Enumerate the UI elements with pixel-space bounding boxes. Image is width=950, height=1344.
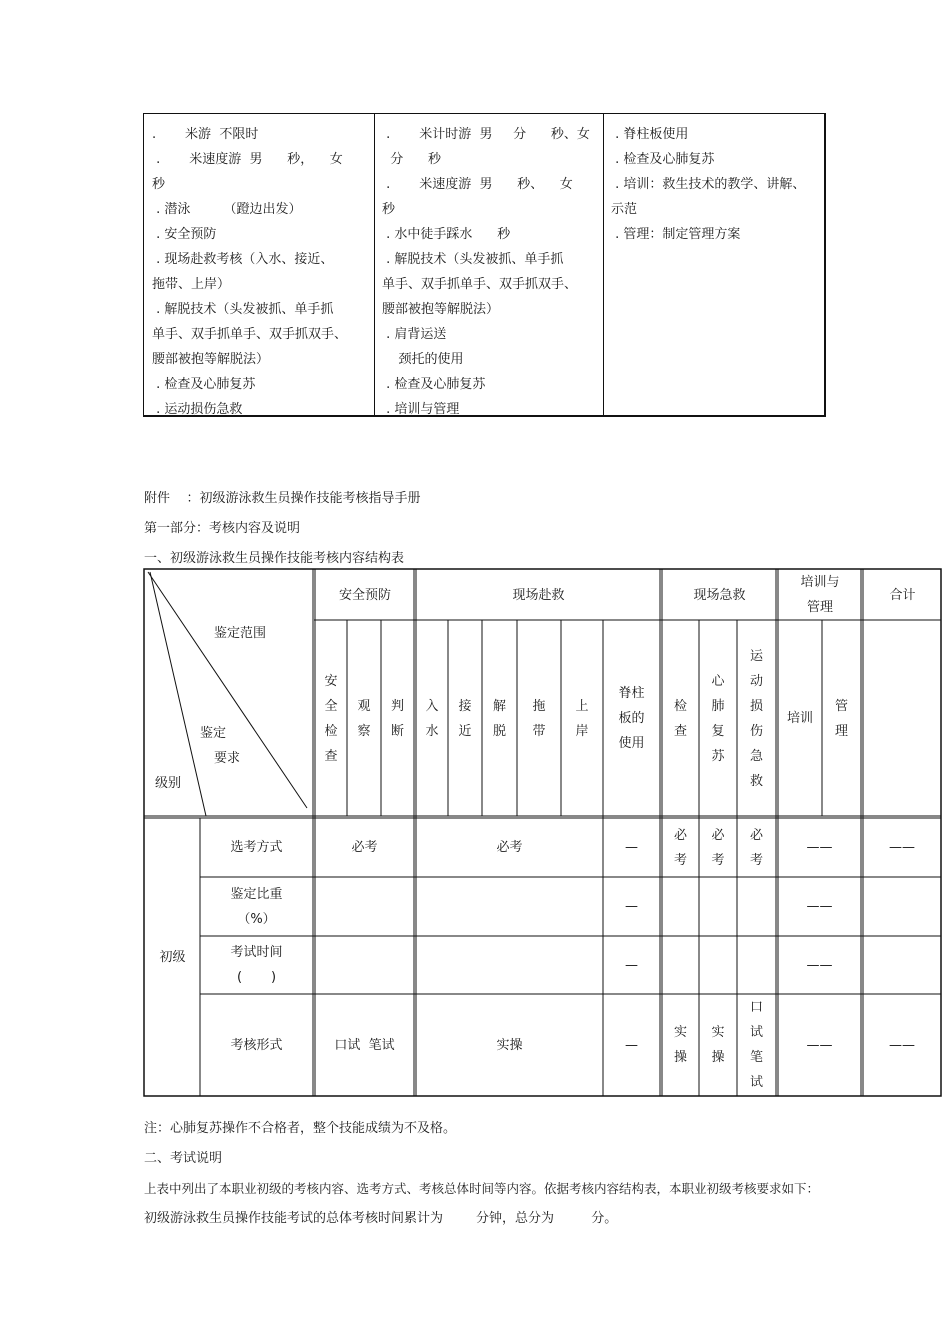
sub-enter-water [416, 621, 448, 816]
value-safety-form: 口试 笔试 [334, 1037, 395, 1053]
group-training-line: 培训与 [800, 575, 840, 590]
char: 操 [711, 1050, 725, 1065]
sub-escape [482, 621, 517, 816]
requirement-line: . 米游 不限时 [152, 127, 259, 142]
sub-training: 培训 [786, 711, 813, 726]
char: 急 [749, 748, 763, 764]
section-heading: 一、初级游泳救生员操作技能考核内容结构表 [144, 551, 405, 566]
char: 接 [458, 698, 472, 714]
char: 笔 [749, 1050, 763, 1065]
char: 运 [749, 648, 763, 664]
part-heading: 第一部分：考核内容及说明 [144, 521, 301, 536]
row-label-weight [200, 877, 313, 936]
value-spine-mode: — [625, 840, 638, 855]
char: 动 [749, 673, 763, 689]
char: 安 [324, 673, 338, 689]
char: 考 [673, 852, 687, 868]
char: 水 [425, 723, 439, 739]
char: 口 [749, 1000, 763, 1015]
text-line: ( ) [236, 970, 277, 985]
requirement-line: 示范 [611, 202, 638, 217]
requirement-line: . 脊柱板使用 [611, 127, 689, 142]
corner-requirement-label: 鉴定 [199, 725, 226, 741]
char: 管 [834, 698, 848, 714]
text-line: 板的 [618, 711, 645, 726]
column-divider [603, 114, 604, 415]
text-line: 考试时间 [230, 945, 283, 960]
corner-level-label: 级别 [154, 775, 181, 791]
requirement-line: . 米速度游 男 秒， 女 [152, 152, 343, 167]
char: 复 [711, 723, 725, 739]
requirement-line: . 管理：制定管理方案 [611, 227, 741, 242]
value-total-form: —— [889, 1037, 915, 1053]
sub-safety-check [315, 621, 347, 816]
requirement-line: . 解脱技术（头发被抓、单手抓 [382, 252, 564, 267]
requirements-column-2 [382, 122, 602, 422]
char: 实 [673, 1025, 687, 1040]
column-divider [374, 114, 375, 415]
char: 救 [749, 773, 763, 789]
value-total-mode: —— [889, 840, 915, 855]
sub-spine-board [603, 621, 660, 816]
char: 必 [673, 827, 687, 843]
value-check-form [662, 994, 699, 1096]
char: 理 [834, 723, 848, 739]
requirement-line: 颈托的使用 [382, 352, 464, 367]
char: 考 [749, 852, 763, 868]
char: 判 [390, 698, 404, 714]
row-label-time [200, 936, 313, 994]
requirements-table [143, 113, 826, 417]
requirement-line: . 潜泳 （蹬边出发） [152, 202, 302, 217]
requirement-line: . 米速度游 男 秒、 女 [382, 177, 573, 192]
value-spine-weight: — [625, 899, 638, 914]
requirement-line: . 检查及心肺复苏 [152, 377, 256, 392]
char: 伤 [749, 723, 763, 739]
requirement-line: 单手、双手抓单手、双手抓双手、 [152, 327, 348, 342]
char: 试 [749, 1075, 763, 1090]
requirement-line: 分 秒 [382, 152, 442, 167]
group-safety: 安全预防 [338, 587, 391, 603]
requirement-line: 秒 [382, 202, 396, 217]
char: 必 [711, 827, 725, 843]
char: 察 [357, 723, 371, 739]
sub-approach [448, 621, 482, 816]
char: 查 [673, 723, 687, 739]
requirements-column-1 [152, 122, 372, 422]
sub-tow [517, 621, 561, 816]
char: 肺 [711, 698, 725, 714]
char: 拖 [532, 698, 546, 714]
text-line: 鉴定比重 [230, 886, 283, 902]
level-cell: 初级 [159, 949, 186, 965]
value-rescue-form: 实操 [496, 1037, 523, 1053]
requirement-line: 拖带、上岸） [152, 277, 231, 292]
text-line: 使用 [618, 736, 645, 751]
char: 试 [749, 1025, 763, 1040]
char: 全 [324, 698, 338, 714]
exam-time-score: 初级游泳救生员操作技能考试的总体考核时间累计为 分钟，总分为 分。 [144, 1211, 618, 1226]
value-training-mode: —— [806, 840, 833, 855]
requirement-line: . 培训：救生技术的教学、讲解、 [611, 177, 806, 192]
row-label-form: 考核形式 [230, 1037, 283, 1053]
requirement-line: . 检查及心肺复苏 [382, 377, 486, 392]
char: 损 [749, 698, 763, 714]
requirement-line: . 运动损伤急救 [152, 402, 243, 417]
char: 解 [492, 698, 506, 714]
requirement-line: 腰部被抱等解脱法） [382, 302, 500, 317]
value-injury-form [737, 994, 776, 1096]
sub-ashore [561, 621, 603, 816]
requirement-line: 腰部被抱等解脱法） [152, 352, 270, 367]
group-rescue: 现场赴救 [512, 587, 565, 603]
value-training-time: —— [806, 957, 833, 973]
char: 实 [711, 1025, 725, 1040]
char: 入 [425, 698, 439, 714]
value-rescue-mode: 必考 [496, 840, 523, 855]
annex-title: 附件 ：初级游泳救生员操作技能考核指导手册 [144, 491, 421, 506]
char: 带 [532, 723, 546, 739]
char: 检 [324, 723, 338, 739]
sub-management [822, 621, 861, 816]
char: 查 [324, 748, 338, 764]
section-heading-exam: 二、考试说明 [144, 1151, 223, 1166]
text-line: （%） [237, 911, 276, 927]
corner-requirement-label: 要求 [213, 750, 240, 766]
value-safety-mode: 必考 [351, 840, 378, 855]
requirement-line: . 检查及心肺复苏 [611, 152, 715, 167]
value-spine-form: — [625, 1037, 638, 1053]
char: 考 [711, 852, 725, 868]
requirement-line: 单手、双手抓单手、双手抓双手、 [382, 277, 578, 292]
group-total: 合计 [889, 587, 916, 603]
char: 苏 [711, 748, 725, 764]
requirement-line: . 安全预防 [152, 227, 217, 242]
char: 心 [711, 673, 725, 689]
char: 必 [749, 827, 763, 843]
requirements-column-3 [611, 122, 823, 247]
value-training-weight: —— [806, 899, 833, 914]
value-check-mode [662, 818, 699, 877]
requirement-line: 秒 [152, 177, 166, 192]
sub-check [662, 621, 699, 816]
char: 岸 [575, 723, 589, 739]
row-label-mode: 选考方式 [230, 840, 283, 855]
sub-judge [381, 621, 414, 816]
requirement-line: . 培训与管理 [382, 402, 460, 417]
requirement-line: . 解脱技术（头发被抓、单手抓 [152, 302, 334, 317]
requirement-line: . 现场赴救考核（入水、接近、 [152, 252, 334, 267]
text-line: 脊柱 [618, 686, 645, 701]
exam-description: 上表中列出了本职业初级的考核内容、选考方式、考核总体时间等内容。依据考核内容结构表，本职业初级考核要求如下： [144, 1181, 820, 1196]
char: 近 [458, 723, 472, 739]
char: 脱 [492, 723, 506, 739]
requirement-line: . 肩背运送 [382, 327, 447, 342]
value-cpr-form [699, 994, 737, 1096]
char: 上 [575, 698, 589, 714]
value-injury-mode [737, 818, 776, 877]
value-cpr-mode [699, 818, 737, 877]
group-first-aid: 现场急救 [693, 587, 746, 603]
value-spine-time: — [625, 957, 638, 973]
requirement-line: . 米计时游 男 分 秒、女 [382, 127, 590, 142]
char: 观 [357, 698, 371, 714]
value-training-form: —— [806, 1037, 833, 1053]
char: 检 [673, 698, 687, 714]
corner-range-label: 鉴定范围 [213, 625, 266, 641]
char: 操 [673, 1050, 687, 1065]
sub-observe [347, 621, 381, 816]
sub-sport-injury [737, 621, 776, 816]
char: 断 [390, 723, 404, 739]
sub-cpr [699, 621, 737, 816]
requirement-line: . 水中徒手踩水 秒 [382, 227, 511, 242]
group-training [779, 570, 861, 620]
note-text: 注：心肺复苏操作不合格者，整个技能成绩为不及格。 [144, 1121, 457, 1136]
group-training-line: 管理 [806, 600, 833, 615]
